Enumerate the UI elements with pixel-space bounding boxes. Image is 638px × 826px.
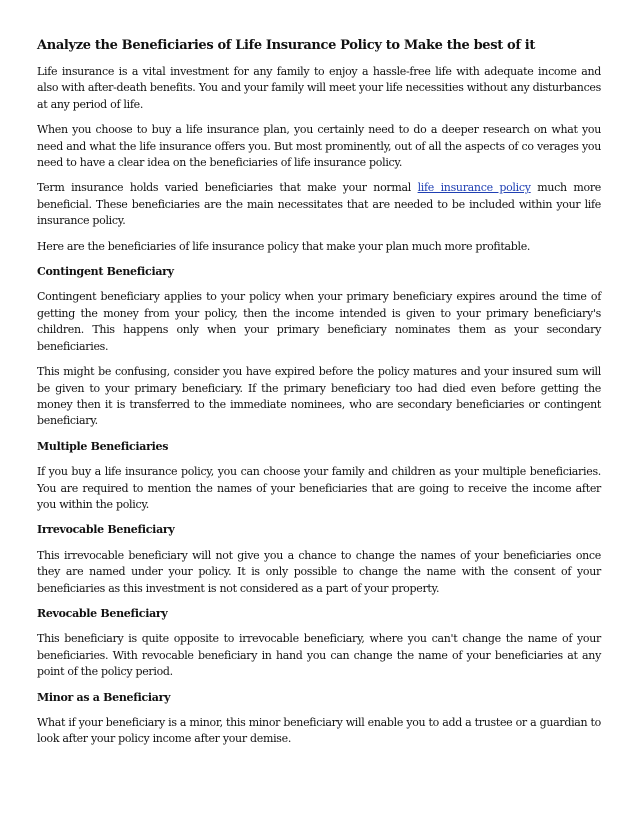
heading-irrevocable-beneficiary: Irrevocable Beneficiary	[37, 523, 175, 537]
intro-paragraph-3-start: Term insurance holds varied beneficiaries that make your normal	[37, 181, 418, 195]
revocable-paragraph-1: This beneficiary is quite opposite to irrevocable beneficiary, where you can't change the name of your beneficiaries. With revocable beneficiary in hand you can change the name of your beneficiaries at any point of the policy period.	[37, 632, 601, 679]
intro-paragraph-1: Life insurance is a vital investment for any family to enjoy a hassle-free life with adequate income and also with after-death benefits. You and your family will meet your life necessities without any disturbances at any period of life.	[37, 65, 601, 111]
contingent-paragraph-1: Contingent beneficiary applies to your policy when your primary beneficiary expires around the time of getting the money from your policy, then the income intended is given to your primary beneficiary's children. This happens only when your primary beneficiary nominates them as your secondary beneficiaries.	[37, 290, 601, 353]
irrevocable-paragraph-1: This irrevocable beneficiary will not give you a chance to change the names of your beneficiaries once they are named under your policy. It is only possible to change the name with the consent of your beneficiaries as this investment is not considered as a part of your property.	[37, 548, 601, 595]
heading-contingent-beneficiary: Contingent Beneficiary	[37, 265, 174, 279]
document-title: Analyze the Beneficiaries of Life Insurance Policy to Make the best of it	[37, 38, 536, 53]
intro-paragraph-3-end: much more beneficial. These beneficiaries are the main necessitates that are needed to be included within your life insurance policy.	[37, 181, 602, 228]
contingent-paragraph-2: This might be confusing, consider you have expired before the policy matures and your insured sum will be given to your primary beneficiary. If the primary beneficiary too had died even before getting the money then it is transferred to the immediate nominees, who are secondary beneficiaries or contingent beneficiary.	[37, 365, 601, 428]
intro-paragraph-2: When you choose to buy a life insurance plan, you certainly need to do a deeper research on what you need and what the life insurance offers you. But most prominently, out of all the aspects of co verages you need to have a clear idea on the beneficiaries of life insurance policy.	[37, 123, 601, 170]
minor-paragraph-1: What if your beneficiary is a minor, this minor beneficiary will enable you to add a trustee or a guardian to look after your policy income after your demise.	[37, 716, 601, 746]
intro-paragraph-3	[37, 180, 601, 229]
heading-revocable-beneficiary: Revocable Beneficiary	[37, 606, 168, 620]
multiple-paragraph-1: If you buy a life insurance policy, you can choose your family and children as your multiple beneficiaries. You are required to mention the names of your beneficiaries that are going to receive the income after you within the policy.	[37, 465, 601, 511]
document-page	[37, 38, 601, 757]
intro-paragraph-4: Here are the beneficiaries of life insurance policy that make your plan much more profitable.	[37, 239, 531, 253]
life-insurance-policy-link[interactable]: life insurance policy	[417, 181, 531, 195]
heading-multiple-beneficiaries: Multiple Beneficiaries	[37, 439, 169, 453]
heading-minor-beneficiary: Minor as a Beneficiary	[37, 690, 171, 704]
